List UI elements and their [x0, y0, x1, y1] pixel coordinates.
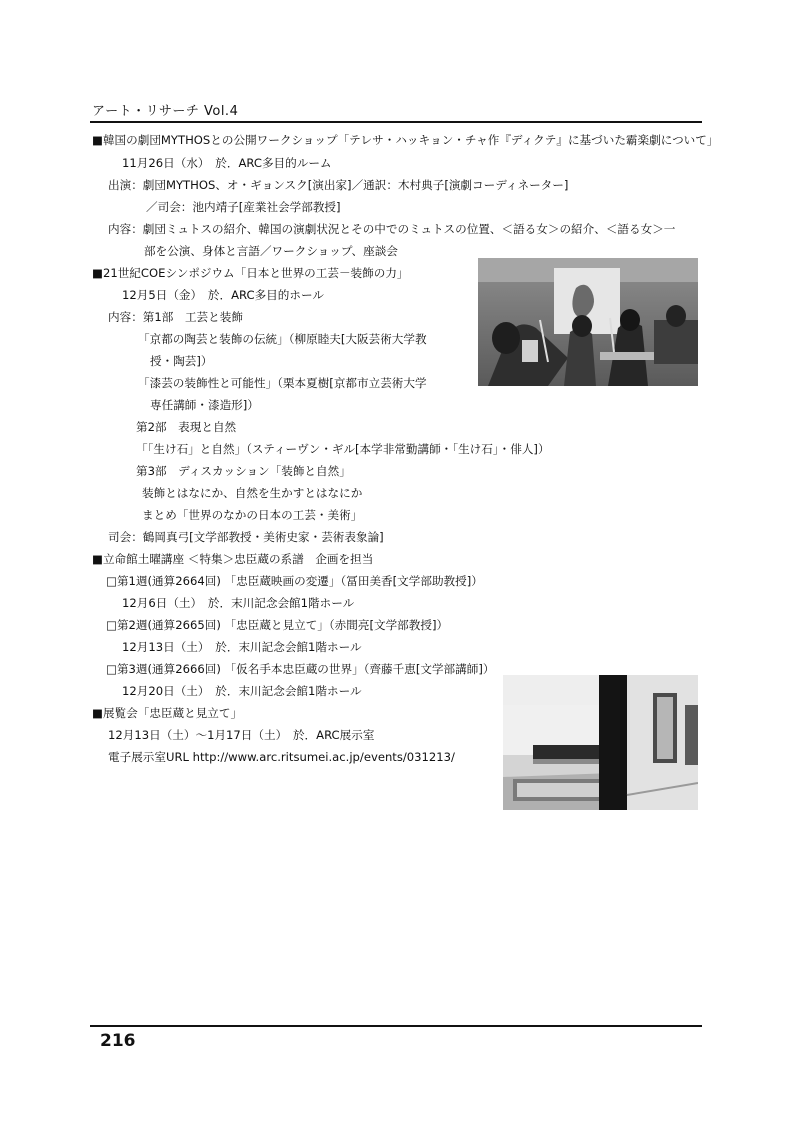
footer-rule: [90, 1025, 702, 1027]
section-heading-coe: ■21世紀COEシンポジウム「日本と世界の工芸－装飾の力」: [92, 266, 409, 280]
body-line: 12月20日（土） 於．末川記念会館1階ホール: [122, 684, 362, 698]
header-title: アート・リサーチ Vol.4: [92, 104, 239, 119]
body-line: 「「生け石」と自然」（スティーヴン・ギル[本学非常勤講師・「生け石」・俳人]）: [136, 442, 550, 456]
header-rule: [90, 121, 702, 123]
body-line: 部を公演、身体と言語／ワークショップ、座談会: [144, 244, 398, 258]
body-line: まとめ「世界のなかの日本の工芸・美術」: [142, 508, 363, 522]
body-line: □第1週(通算2664回) 「忠臣蔵映画の変遷」（冨田美香[文学部助教授]）: [106, 574, 483, 588]
page-number: 216: [100, 1031, 136, 1051]
body-line: □第2週(通算2665回) 「忠臣蔵と見立て」（赤間亮[文学部教授]）: [106, 618, 449, 632]
body-line: 電子展示室URL http://www.arc.ritsumei.ac.jp/events/031213/: [108, 750, 455, 764]
body-line: 12月13日（土）～1月17日（土） 於．ARC展示室: [108, 728, 375, 742]
body-line: 装飾とはなにか、自然を生かすとはなにか: [142, 486, 363, 500]
body-line: 12月13日（土） 於．末川記念会館1階ホール: [122, 640, 362, 654]
body-line: 「京都の陶芸と装飾の伝統」（柳原睦夫[大阪芸術大学教: [138, 332, 427, 346]
exhibition-photo: [503, 675, 698, 810]
body-line: 内容：第1部 工芸と装飾: [108, 310, 243, 324]
body-line: 12月6日（土） 於．末川記念会館1階ホール: [122, 596, 355, 610]
body-line: □第3週(通算2666回) 「仮名手本忠臣蔵の世界」（齊藤千恵[文学部講師]）: [106, 662, 495, 676]
body-line: 12月5日（金） 於．ARC多目的ホール: [122, 288, 324, 302]
body-line: 出演：劇団MYTHOS、オ・ギョンスク[演出家]／通訳：木村典子[演劇コーディネーター]: [108, 178, 569, 192]
section-heading-mythos: ■韓国の劇団MYTHOSとの公開ワークショップ「テレサ・ハッキョン・チャ作『ディクテ』に基づいた霸楽劇について」: [92, 133, 719, 147]
body-line: 専任講師・漆造形]）: [150, 398, 259, 412]
section-heading-exhibition: ■展覧会「忠臣蔵と見立て」: [92, 706, 243, 720]
body-line: 「漆芸の装飾性と可能性」（栗本夏樹[京都市立芸術大学: [138, 376, 427, 390]
body-line: ／司会：池内靖子[産業社会学部教授]: [146, 200, 341, 214]
symposium-photo: [478, 258, 698, 386]
body-line: 第3部 ディスカッション「装飾と自然」: [136, 464, 351, 478]
section-heading-saturday-lecture: ■立命館土曜講座 ＜特集＞忠臣蔵の系譜 企画を担当: [92, 552, 374, 566]
body-line: 司会：鶴岡真弓[文学部教授・美術史家・芸術表象論]: [108, 530, 384, 544]
body-line: 11月26日（水） 於．ARC多目的ルーム: [122, 156, 332, 170]
body-line: 第2部 表現と自然: [136, 420, 237, 434]
body-line: 内容：劇団ミュトスの紹介、韓国の演劇状況とその中でのミュトスの位置、＜語る女＞の紹介、＜語る女＞一: [108, 222, 676, 236]
body-line: 授・陶芸]）: [150, 354, 213, 368]
